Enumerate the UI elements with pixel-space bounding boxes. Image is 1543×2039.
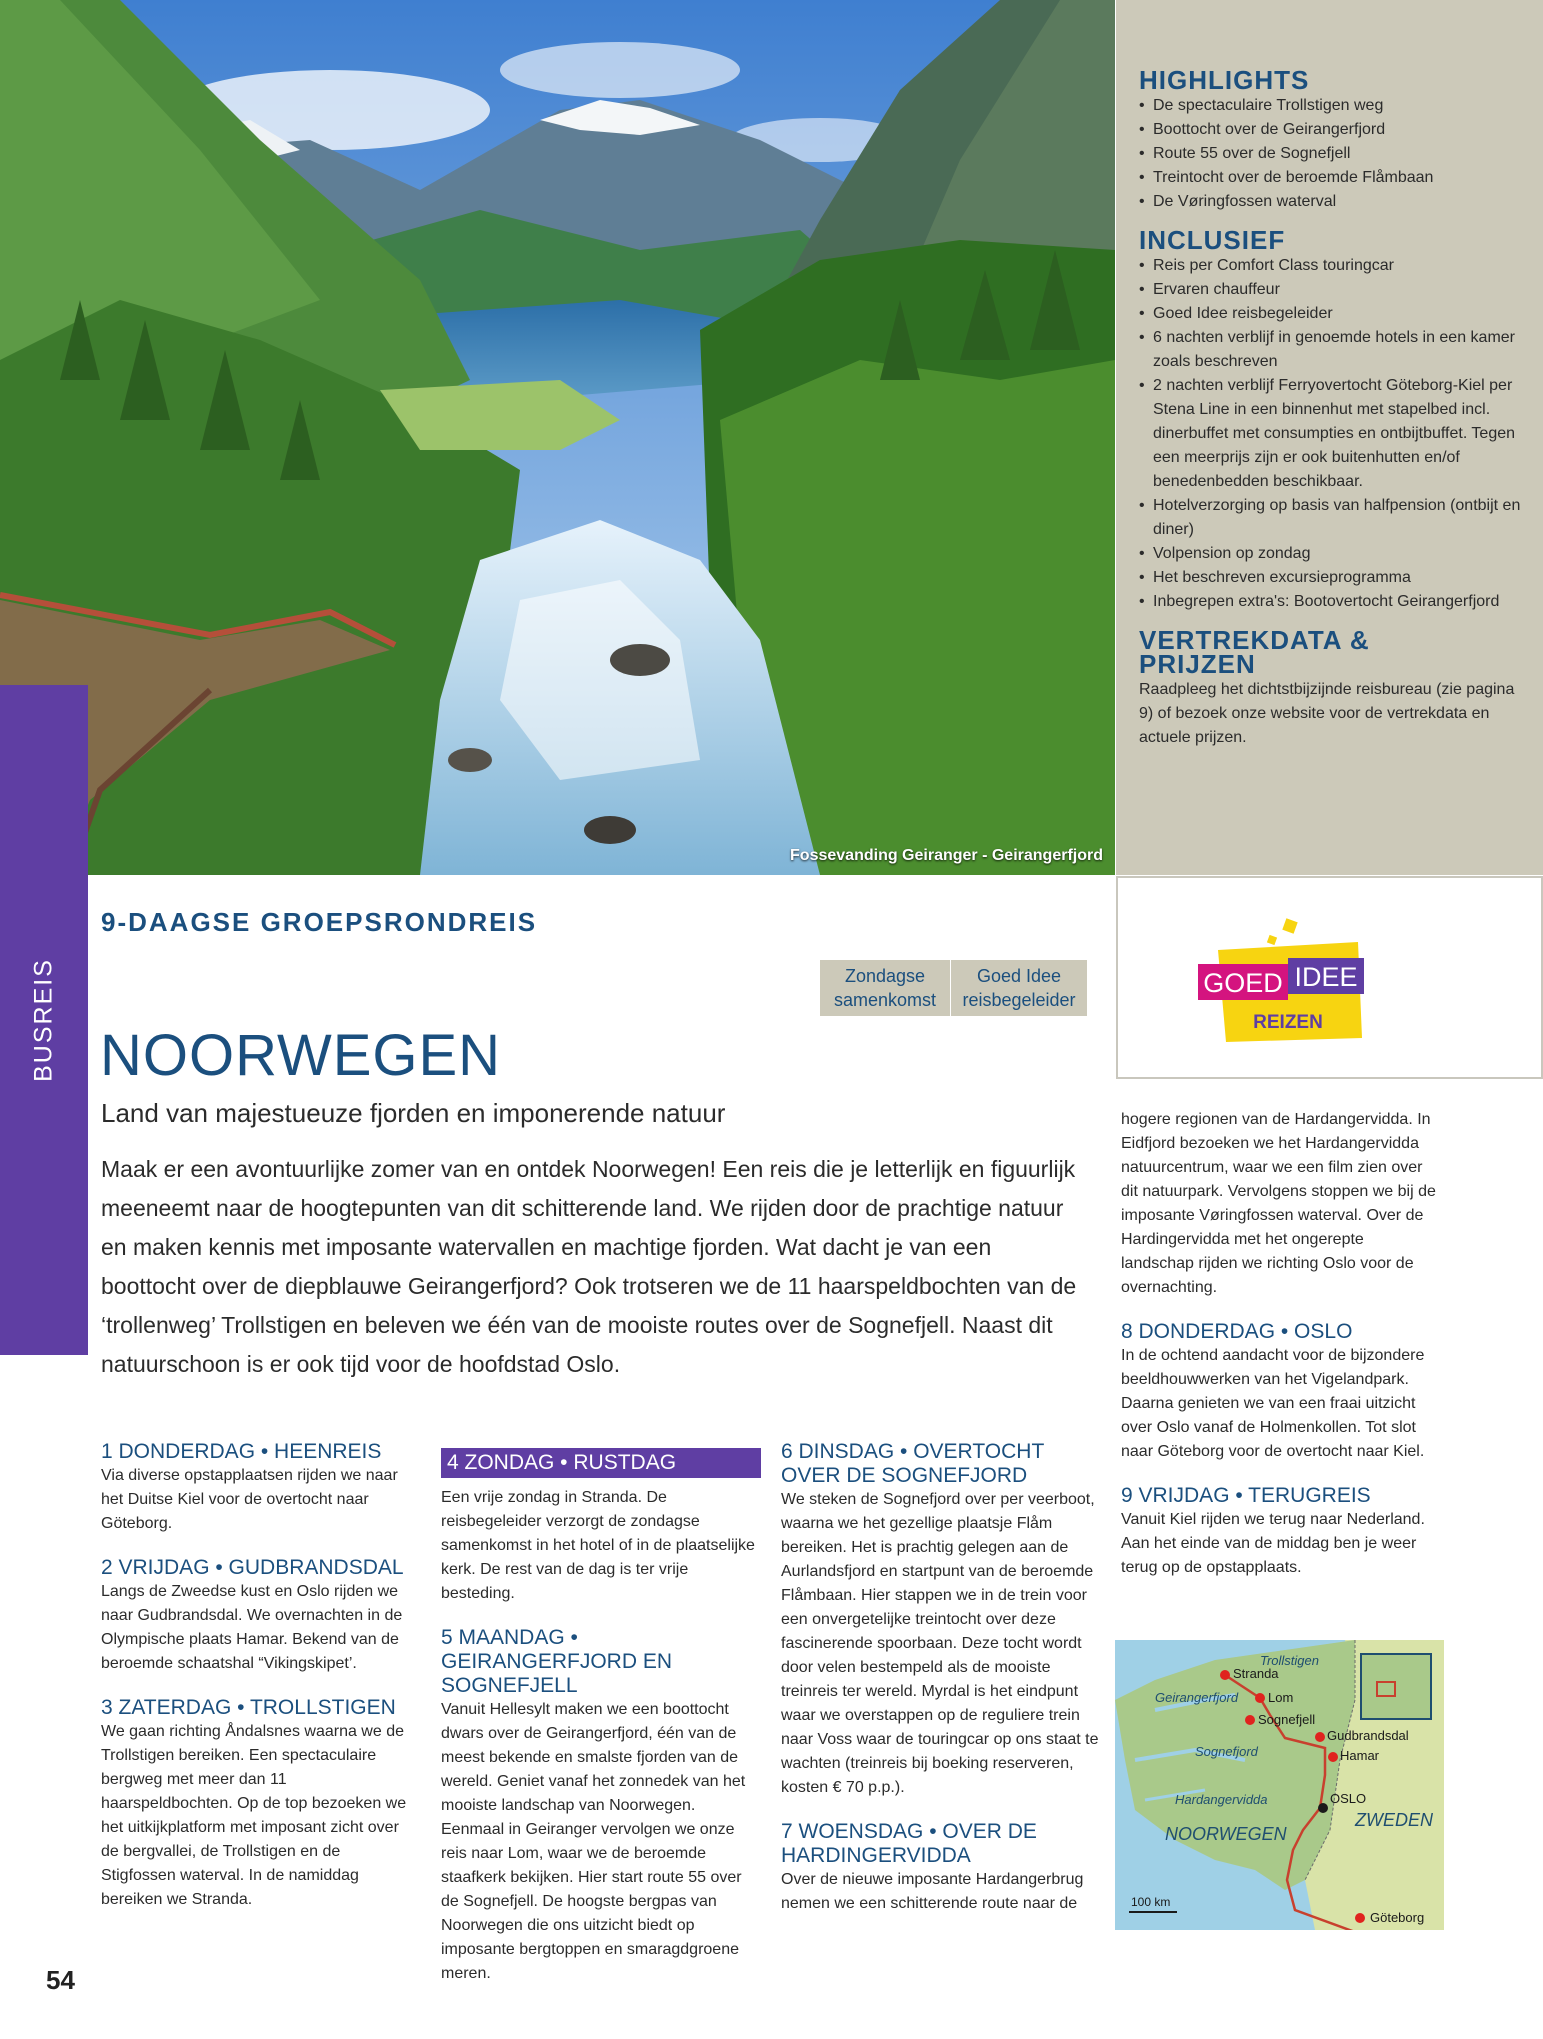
vertrekdata-heading: VERTREKDATA & PRIJZEN <box>1139 625 1370 679</box>
photo-caption: Fossevanding Geiranger - Geirangerfjord <box>790 847 1103 864</box>
list-item: • Volpension op zondag <box>1139 542 1525 566</box>
itinerary-column-1 <box>101 1440 411 1932</box>
map-label-gudbrandsdal: Gudbrandsdal <box>1327 1728 1409 1743</box>
list-item: • Goed Idee reisbegeleider <box>1139 302 1525 326</box>
itinerary-column-2 <box>441 1448 761 2006</box>
vertrekdata-text: Raadpleeg het dichtstbijzijnde reisbureau (zie pagina 9) of bezoek onze website voor de vertrekdata en actuele prijzen. <box>1139 681 1515 746</box>
day-heading: 3 ZATERDAG • TROLLSTIGEN <box>101 1696 396 1719</box>
highlights-heading: HIGHLIGHTS <box>1139 65 1310 95</box>
trip-type-heading: 9-DAAGSE GROEPSRONDREIS <box>101 907 538 937</box>
goed-idee-reizen-logo <box>1118 878 1541 1077</box>
map-label-sognefjord: Sognefjord <box>1195 1744 1258 1759</box>
day-heading: 7 WOENSDAG • OVER DE HARDINGERVIDDA <box>781 1820 1037 1867</box>
day-text: We gaan richting Åndalsnes waarna we de Trollstigen bereiken. Een spectaculaire bergweg met meer dan 11 haarspeldbochten. Op de top bezoeken we het uitkijkplatform met imposant zicht over de bergvallei, de Trollstigen en de Stigfossen waterval. In de namiddag bereiken we Stranda. <box>101 1723 407 1908</box>
day-heading: 2 VRIJDAG • GUDBRANDSDAL <box>101 1556 404 1579</box>
map-label-oslo: OSLO <box>1330 1791 1367 1806</box>
intro-paragraph: Maak er een avontuurlijke zomer van en ontdek Noorwegen! Een reis die je letterlijk en figuurlijk meeneemt naar de hoogtepunten van dit schitterende land. We rijden door de prachtige natuur en maken kennis met imposante watervallen en machtige fjorden. Wat dacht je van een boottocht over de diepblauwe Geirangerfjord? Ook trotseren we de 11 haarspeldbochten van de ‘trollenweg’ Trollstigen en beleven we één van de mooiste routes over de Sognefjell. Naast dit natuurschoon is er ook tijd voor de hoofdstad Oslo. <box>101 1156 1077 1377</box>
page-title: NOORWEGEN <box>100 1023 502 1088</box>
map-label-zweden: ZWEDEN <box>1355 1810 1433 1830</box>
logo-box <box>1116 876 1543 1079</box>
logo-word-idee: IDEE <box>1294 962 1358 992</box>
itinerary-day-8 <box>1121 1320 1441 1464</box>
badge-reisbegeleider: Goed Idee reisbegeleider <box>951 960 1087 1016</box>
list-item: • 2 nachten verblijf Ferryovertocht Göteborg-Kiel per Stena Line in een binnenhut met stapelbed incl. dinerbuffet met consumpties en ontbijtbuffet. Tegen een meerprijs zijn er ook buitenhutten en/of benedenbedden beschikbaar. <box>1139 374 1525 494</box>
itinerary-day-7-continued <box>1121 1108 1441 1300</box>
page-number: 54 <box>46 1965 75 1995</box>
category-label: BUSREIS <box>29 958 58 1082</box>
list-item: • Het beschreven excursieprogramma <box>1139 566 1525 590</box>
route-map-illustration <box>1115 1640 1444 1930</box>
day-text: hogere regionen van de Hardangervidda. In Eidfjord bezoeken we het Hardangervidda natuurcentrum, waar we een film zien over dit natuurpark. Vervolgens stoppen we bij de imposante Vøringfossen waterval. Over de Hardingervidda met het ongerepte landschap rijden we richting Oslo voor de overnachting. <box>1121 1111 1436 1296</box>
day-heading: 1 DONDERDAG • HEENREIS <box>101 1440 382 1463</box>
map-label-hamar: Hamar <box>1340 1748 1380 1763</box>
day-text: Via diverse opstapplaatsen rijden we naar het Duitse Kiel voor de overtocht naar Göteborg. <box>101 1467 398 1532</box>
itinerary-day-1 <box>101 1440 411 1536</box>
day-heading: 9 VRIJDAG • TERUGREIS <box>1121 1484 1371 1507</box>
itinerary-day-2 <box>101 1556 411 1676</box>
highlights-list <box>1139 94 1525 214</box>
map-label-geirangerfjord: Geirangerfjord <box>1155 1690 1239 1705</box>
day-text: Vanuit Hellesylt maken we een boottocht dwars over de Geirangerfjord, één van de meest bekende en smalste fjorden van de wereld. Geniet vanaf het zonnedek van het mooiste landschap van Noorwegen. Eenmaal in Geiranger vervolgen we onze reis naar Lom, waar we de beroemde staafkerk bekijken. Hier start route 55 over de Sognefjell. De hoogste bergpas van Noorwegen die ons uitzicht biedt op imposante bergtoppen en smaragdgroene meren. <box>441 1701 746 1982</box>
map-label-goteborg: Göteborg <box>1370 1910 1425 1925</box>
itinerary-column-4 <box>1121 1108 1441 1600</box>
list-item: • Reis per Comfort Class touringcar <box>1139 254 1525 278</box>
inclusief-heading: INCLUSIEF <box>1139 225 1286 255</box>
day-text: Vanuit Kiel rijden we terug naar Nederland. Aan het einde van de middag ben je weer terug op de opstapplaats. <box>1121 1511 1425 1576</box>
day-text: In de ochtend aandacht voor de bijzondere beeldhouwwerken van het Vigelandpark. Daarna genieten we van een fraai uitzicht over Oslo vanaf de Holmenkollen. Tot slot naar Göteborg voor de overtocht naar Kiel. <box>1121 1347 1425 1460</box>
list-item: • Treintocht over de beroemde Flåmbaan <box>1139 166 1525 190</box>
badge-zondagse-samenkomst: Zondagse samenkomst <box>820 960 950 1016</box>
itinerary-day-3 <box>101 1696 411 1912</box>
hero-photo <box>0 0 1115 875</box>
day-heading: 8 DONDERDAG • OSLO <box>1121 1320 1353 1343</box>
itinerary-day-5 <box>441 1626 761 1986</box>
map-label-sognefjell: Sognefjell <box>1258 1712 1316 1727</box>
day-text: Een vrije zondag in Stranda. De reisbegeleider verzorgt de zondagse samenkomst in het hotel of in de plaatselijke kerk. De rest van de dag is ter vrije besteding. <box>441 1489 755 1602</box>
itinerary-day-4 <box>441 1448 761 1606</box>
logo-word-reizen: REIZEN <box>1253 1012 1323 1033</box>
day-text: We steken de Sognefjord over per veerboot, waarna we het gezellige plaatsje Flåm bereiken. Het is prachtig gelegen aan de Aurlandsfjord en startpunt van de beroemde Flåmbaan. Hier stappen we in de trein voor een onvergetelijke treintocht over deze fascinerende spoorbaan. Deze tocht wordt door velen bestempeld als de mooiste treinreis ter wereld. Myrdal is het eindpunt waar we overstappen op de reguliere trein naar Voss waar de touringcar op ons staat te wachten (treinreis bij boeking reserveren, kosten € 70 p.p.). <box>781 1491 1099 1796</box>
map-scale-label: 100 km <box>1131 1895 1171 1909</box>
itinerary-day-6 <box>781 1440 1101 1800</box>
logo-word-goed: GOED <box>1203 968 1283 998</box>
day-text: Over de nieuwe imposante Hardangerbrug nemen we een schitterende route naar de <box>781 1871 1084 1912</box>
map-label-hardangervidda: Hardangervidda <box>1175 1792 1268 1807</box>
list-item: • 6 nachten verblijf in genoemde hotels in een kamer zoals beschreven <box>1139 326 1525 374</box>
hero-landscape-illustration <box>0 0 1115 875</box>
day-text: Langs de Zweedse kust en Oslo rijden we naar Gudbrandsdal. We overnachten in de Olympische plaats Hamar. Bekend van de beroemde schaatshal “Vikingskipet’. <box>101 1583 403 1672</box>
day-heading: 4 ZONDAG • RUSTDAG <box>441 1448 761 1478</box>
map-label-trollstigen: Trollstigen <box>1260 1653 1320 1668</box>
day-heading: 6 DINSDAG • OVERTOCHT OVER DE SOGNEFJORD <box>781 1440 1044 1487</box>
inclusief-list <box>1139 254 1525 614</box>
itinerary-day-7 <box>781 1820 1101 1916</box>
route-map <box>1115 1640 1444 1930</box>
page-tagline: Land van majestueuze fjorden en imponerende natuur <box>101 1098 726 1128</box>
list-item: • De spectaculaire Trollstigen weg <box>1139 94 1525 118</box>
list-item: • Ervaren chauffeur <box>1139 278 1525 302</box>
info-panel <box>1116 0 1543 875</box>
list-item: • Hotelverzorging op basis van halfpension (ontbijt en diner) <box>1139 494 1525 542</box>
itinerary-column-3 <box>781 1440 1101 1936</box>
map-label-lom: Lom <box>1268 1690 1294 1705</box>
list-item: • Route 55 over de Sognefjell <box>1139 142 1525 166</box>
map-label-noorwegen: NOORWEGEN <box>1165 1824 1287 1844</box>
list-item: • Inbegrepen extra's: Bootovertocht Geirangerfjord <box>1139 590 1525 614</box>
list-item: • De Vøringfossen waterval <box>1139 190 1525 214</box>
map-label-stranda: Stranda <box>1233 1666 1279 1681</box>
list-item: • Boottocht over de Geirangerfjord <box>1139 118 1525 142</box>
day-heading: 5 MAANDAG • GEIRANGERFJORD EN SOGNEFJELL <box>441 1626 673 1697</box>
itinerary-day-9 <box>1121 1484 1441 1580</box>
